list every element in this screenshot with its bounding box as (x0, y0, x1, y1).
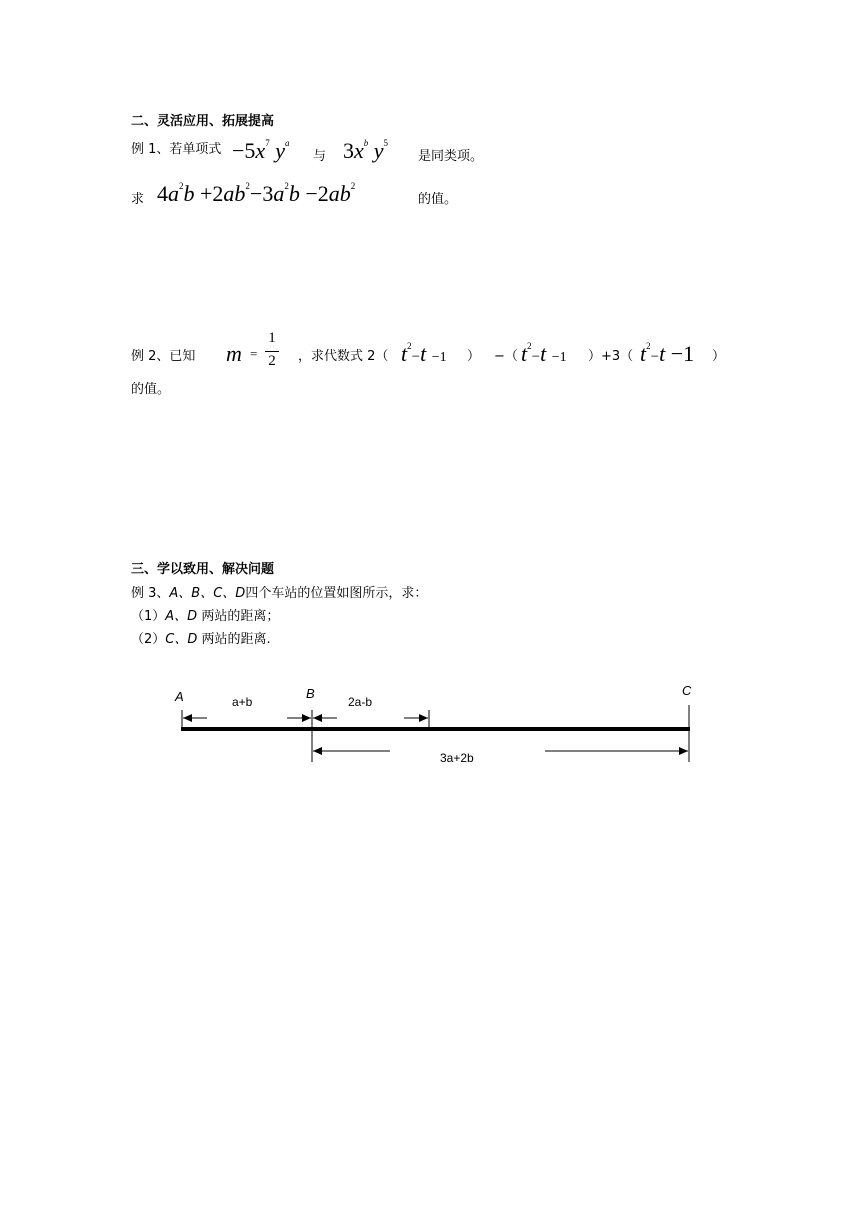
label-seg-bc: 3a+2b (440, 751, 474, 765)
expr-suffix: 的值。 (418, 192, 458, 207)
q2-suffix: 两站的距离. (197, 632, 271, 647)
expr-term4-coef: −2 (305, 181, 329, 206)
expr-term3-b: b (288, 181, 300, 206)
q2-prefix: （2） (131, 632, 166, 647)
arrow-bd-right-head (419, 714, 428, 722)
label-c: C (682, 683, 692, 698)
monomial-2-coef: 3 (343, 138, 354, 163)
poly3-minus: − (650, 349, 660, 365)
expr-term2-ab: ab (223, 181, 246, 206)
q2-vars: C、D (165, 632, 198, 647)
example-3-vars: A、B、C、D (169, 586, 246, 601)
close-paren-3: ） (712, 349, 726, 364)
arrow-ab-right-head (302, 714, 311, 722)
q1-suffix: 两站的距离； (197, 609, 280, 624)
poly1-exp: 2 (407, 341, 412, 351)
example-2-prefix: 例 2、已知 (131, 349, 196, 364)
monomial-1-coef: −5 (232, 138, 256, 163)
poly2-minus: − (531, 349, 541, 365)
expr-term1-exp: 2 (179, 181, 184, 191)
example-3-prefix: 例 3、 (131, 586, 170, 601)
close-plus-three: ）+3（ (588, 349, 634, 364)
poly1-minus: − (411, 349, 421, 365)
expr-term4-exp: 2 (350, 181, 356, 191)
poly2-t2: t (540, 341, 547, 366)
example-2-mid: ，求代数式 2（ (298, 349, 389, 364)
poly3-exp: 2 (646, 341, 651, 351)
close-paren-1: ） (467, 349, 481, 364)
expr-term2-exp: 2 (245, 181, 250, 191)
monomial-2-exp-y: 5 (383, 138, 389, 148)
fraction-denominator: 2 (268, 353, 276, 369)
q1-vars: A、D (165, 609, 198, 624)
poly2-t: t (521, 341, 528, 366)
expr-term3-coef: −3 (249, 181, 274, 206)
equals-sign: = (250, 346, 258, 361)
expr-term1-b: b (183, 181, 195, 206)
expr-term3-exp: 2 (284, 181, 289, 191)
m-var: m (226, 341, 242, 366)
poly3-t: t (640, 341, 647, 366)
label-b: B (306, 686, 315, 701)
monomial-2-exp-x: b (363, 138, 369, 148)
connector-text: 与 (313, 149, 327, 164)
poly2-exp: 2 (527, 341, 532, 351)
poly1-one: −1 (431, 350, 447, 365)
label-seg-ab: a+b (232, 695, 253, 709)
poly1-t: t (401, 341, 408, 366)
expr-term2-coef: +2 (200, 181, 224, 206)
expr-term1-coef: 4 (157, 181, 168, 206)
ask-text: 求 (131, 192, 145, 207)
monomial-2-var-x: x (354, 138, 364, 163)
q1-prefix: （1） (131, 609, 166, 624)
section-3-heading: 三、学以致用、解决问题 (131, 562, 275, 577)
label-a: A (175, 689, 184, 704)
label-seg-bd: 2a-b (348, 695, 373, 709)
expr-term1-a: a (168, 181, 179, 206)
monomial-1-exp-x: 7 (265, 138, 270, 148)
minus-open: −（ (494, 349, 518, 364)
monomial-2-var-y: y (373, 138, 384, 163)
fraction-numerator: 1 (268, 330, 276, 346)
monomial-1-var-y: y (275, 138, 285, 163)
poly1-t2: t (420, 341, 427, 366)
example-2-line-2: 的值。 (131, 382, 171, 397)
poly3-one: −1 (670, 341, 695, 366)
expr-term4-ab: ab (328, 181, 351, 206)
monomial-1-exp-y: a (284, 138, 290, 148)
example-1-prefix: 例 1、若单项式 (131, 142, 222, 157)
poly2-one: −1 (551, 350, 567, 365)
section-2-heading: 二、灵活应用、拓展提高 (131, 114, 275, 129)
monomial-1-var-x: x (255, 138, 266, 163)
example-3-suffix: 四个车站的位置如图所示，求： (245, 586, 428, 601)
arrow-ab-left-head (183, 714, 192, 722)
arrow-bc-left-head (313, 747, 322, 755)
arrow-bc-right-head (679, 747, 688, 755)
expr-term3-a: a (273, 181, 285, 206)
example-1-suffix: 是同类项。 (418, 149, 484, 164)
arrow-bd-left-head (313, 714, 322, 722)
poly3-t2: t (659, 341, 666, 366)
